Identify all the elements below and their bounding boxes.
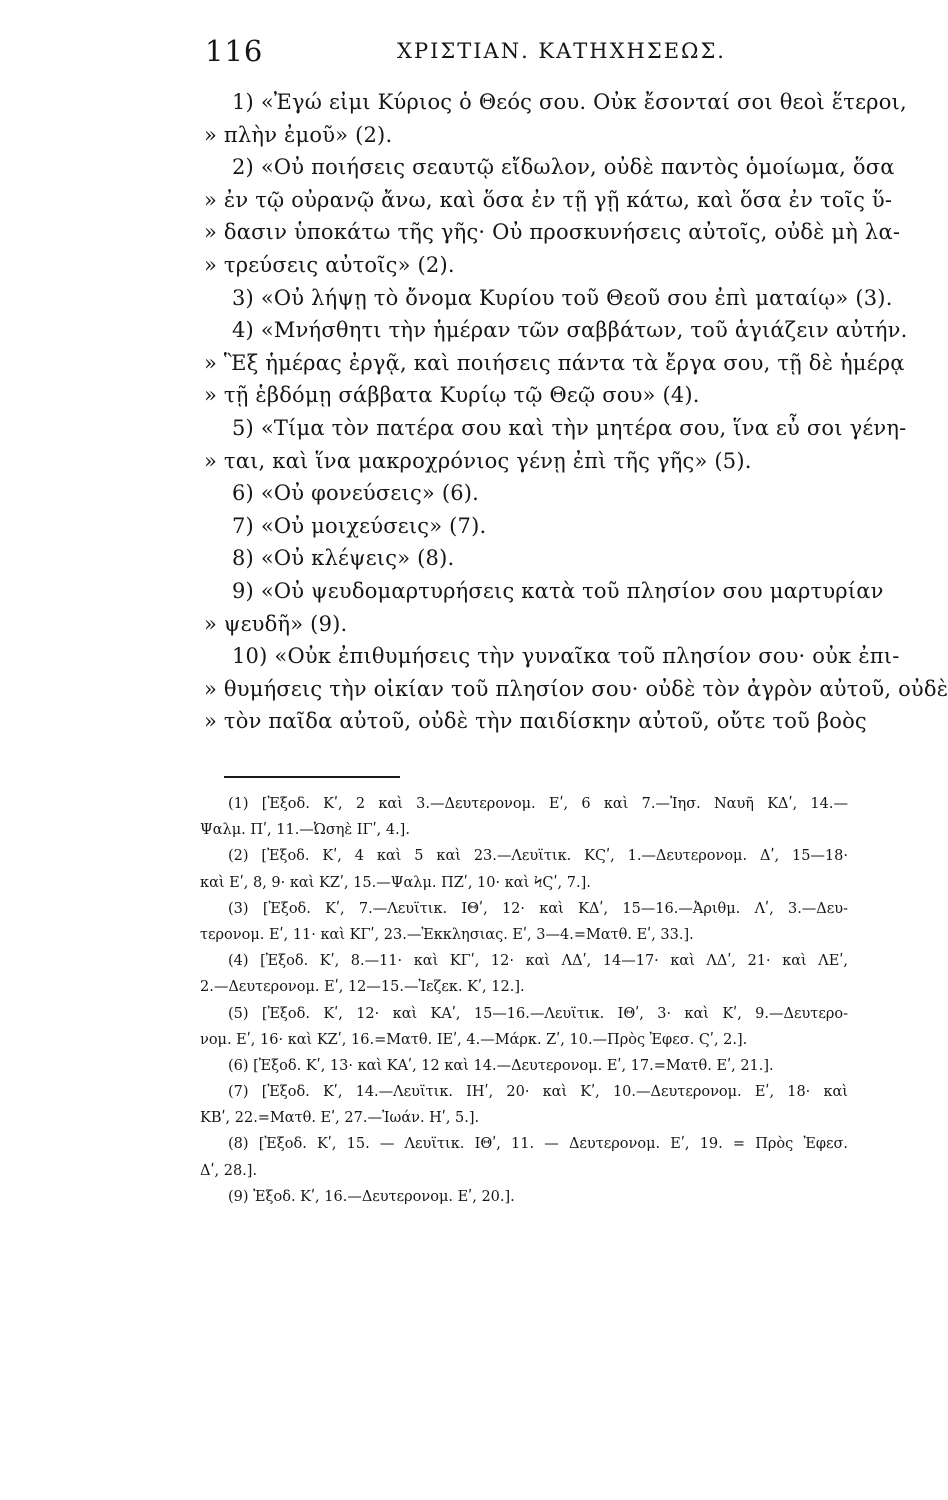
page-header	[205, 34, 845, 74]
footnote-line: (3) [Ἐξοδ. Κʹ, 7.—Λευϊτικ. ΙΘʹ, 12· καὶ ΚΔʹ, 15—16.—Ἀριθμ. Λʹ, 3.—Δευ-	[228, 900, 848, 917]
text-line: » τρεύσεις αὐτοῖς» (2).	[204, 252, 455, 277]
footnote-line: (1) [Ἐξοδ. Κʹ, 2 καὶ 3.—Δευτερονομ. Εʹ, 6 καὶ 7.—Ἰησ. Ναυῆ ΚΔʹ, 14.—	[228, 796, 848, 812]
footnote-line: Δʹ, 28.].	[200, 1162, 258, 1179]
footnote-line: (6) [Ἐξοδ. Κʹ, 13· καὶ ΚΑʹ, 12 καὶ 14.—Δευτερονομ. Εʹ, 17.=Ματθ. Εʹ, 21.].	[228, 1057, 774, 1074]
footnotes	[200, 791, 848, 1210]
text-line: » τὸν παῖδα αὐτοῦ, οὐδὲ τὴν παιδίσκην αὐτοῦ, οὔτε τοῦ βοὸς	[204, 709, 867, 734]
footnote-line: 2.—Δευτερονομ. Εʹ, 12—15.—Ἰεζεκ. Κʹ, 12.].	[200, 979, 525, 996]
text-line: 4) «Μνήσθητι τὴν ἡμέραν τῶν σαββάτων, τοῦ ἁγιάζειν αὐτήν.	[232, 318, 908, 343]
text-line: 9) «Οὐ ψευδομαρτυρήσεις κατὰ τοῦ πλησίον σου μαρτυρίαν	[232, 578, 884, 603]
footnote-divider	[224, 776, 400, 778]
text-line: » θυμήσεις τὴν οἰκίαν τοῦ πλησίον σου· οὐδὲ τὸν ἀγρὸν αὐτοῦ, οὐδὲ	[204, 676, 948, 701]
footnote-line: ΚΒʹ, 22.=Ματθ. Εʹ, 27.—Ἰωάν. Ηʹ, 5.].	[200, 1110, 480, 1127]
text-line: 2) «Οὐ ποιήσεις σεαυτῷ εἴδωλον, οὐδὲ παντὸς ὁμοίωμα, ὅσα	[232, 155, 895, 180]
page-number: 116	[205, 34, 264, 68]
main-text	[204, 86, 948, 738]
text-line: 1) «Ἐγώ εἰμι Κύριος ὁ Θεός σου. Οὐκ ἔσονταί σοι θεοὶ ἕτεροι,	[232, 90, 907, 114]
text-line: » Ἓξ ἡμέρας ἐργᾷ, καὶ ποιήσεις πάντα τὰ ἔργα σου, τῇ δὲ ἡμέρᾳ	[204, 350, 905, 375]
footnote-line: (7) [Ἐξοδ. Κʹ, 14.—Λευϊτικ. ΙΗʹ, 20· καὶ Κʹ, 10.—Δευτερονομ. Εʹ, 18· καὶ	[228, 1084, 848, 1101]
footnote-line: Ψαλμ. Πʹ, 11.—Ὠσηὲ ΙΓʹ, 4.].	[200, 822, 410, 839]
footnote-line: τερονομ. Εʹ, 11· καὶ ΚΓʹ, 23.—Ἐκκλησιας. Εʹ, 3—4.=Ματθ. Εʹ, 33.].	[200, 926, 694, 943]
text-line: » ἐν τῷ οὐρανῷ ἄνω, καὶ ὅσα ἐν τῇ γῇ κάτω, καὶ ὅσα ἐν τοῖς ὕ-	[204, 187, 893, 212]
footnote-line: (4) [Ἐξοδ. Κʹ, 8.—11· καὶ ΚΓʹ, 12· καὶ ΛΔʹ, 14—17· καὶ ΛΔʹ, 21· καὶ ΛΕʹ,	[228, 953, 848, 970]
text-line: » δασιν ὑποκάτω τῆς γῆς· Οὐ προσκυνήσεις αὐτοῖς, οὐδὲ μὴ λα-	[204, 220, 901, 245]
text-line: 6) «Οὐ φονεύσεις» (6).	[232, 481, 480, 506]
text-line: » τῇ ἑβδόμῃ σάββατα Κυρίῳ τῷ Θεῷ σου» (4).	[204, 383, 700, 408]
running-title: ΧΡΙΣΤΙΑΝ. ΚΑΤΗΧΗΣΕΩΣ.	[397, 39, 726, 63]
text-line: 7) «Οὐ μοιχεύσεις» (7).	[232, 513, 487, 538]
text-line: 8) «Οὐ κλέψεις» (8).	[232, 546, 455, 571]
footnote-line: (5) [Ἐξοδ. Κʹ, 12· καὶ ΚΑʹ, 15—16.—Λευϊτικ. ΙΘʹ, 3· καὶ Κʹ, 9.—Δευτερο-	[228, 1005, 848, 1022]
footnote-line: (2) [Ἐξοδ. Κʹ, 4 καὶ 5 καὶ 23.—Λευϊτικ. ΚϚʹ, 1.—Δευτερονομ. Δʹ, 15—18·	[228, 848, 848, 865]
text-line: 10) «Οὐκ ἐπιθυμήσεις τὴν γυναῖκα τοῦ πλησίον σου· οὐκ ἐπι-	[232, 644, 900, 669]
text-line: 5) «Τίμα τὸν πατέρα σου καὶ τὴν μητέρα σου, ἵνα εὖ σοι γένη-	[232, 415, 907, 440]
footnote-line: (9) Ἐξοδ. Κʹ, 16.—Δευτερονομ. Εʹ, 20.].	[228, 1188, 515, 1205]
text-line: » ψευδῆ» (9).	[204, 611, 348, 636]
footnote-line: (8) [Ἐξοδ. Κʹ, 15. — Λευϊτικ. ΙΘʹ, 11. — Δευτερονομ. Εʹ, 19. = Πρὸς Ἐφεσ.	[228, 1136, 848, 1153]
footnote-line: νομ. Εʹ, 16· καὶ ΚΖʹ, 16.=Ματθ. ΙΕʹ, 4.—Μάρκ. Ζʹ, 10.—Πρὸς Ἐφεσ. Ϛʹ, 2.].	[200, 1031, 748, 1048]
text-line: » πλὴν ἐμοῦ» (2).	[204, 122, 393, 147]
text-line: 3) «Οὐ λήψῃ τὸ ὄνομα Κυρίου τοῦ Θεοῦ σου ἐπὶ ματαίῳ» (3).	[232, 285, 893, 310]
text-line: » ται, καὶ ἵνα μακροχρόνιος γένῃ ἐπὶ τῆς γῆς» (5).	[204, 448, 752, 473]
footnote-line: καὶ Εʹ, 8, 9· καὶ ΚΖʹ, 15.—Ψαλμ. ΠΖʹ, 10· καὶ ϞϚʹ, 7.].	[200, 874, 591, 891]
